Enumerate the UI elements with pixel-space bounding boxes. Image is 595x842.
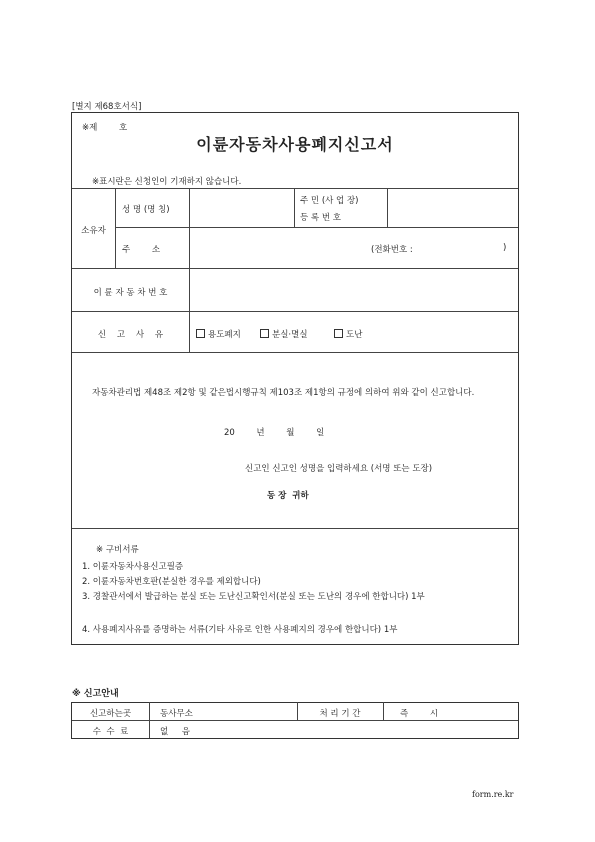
reason-option-disuse[interactable]: 용도폐지 — [196, 328, 241, 340]
document-item-1: 1. 이륜자동차사용신고필증 — [82, 562, 184, 572]
name-field[interactable] — [192, 192, 291, 224]
form-label: [별지 제68호서식] — [72, 102, 142, 112]
checkbox-icon[interactable] — [334, 329, 343, 338]
regno-label-line1: 주 민 (사 업 장) — [300, 196, 359, 206]
declaration-body: 자동차관리법 제48조 제2항 및 같은법시행규칙 제103조 제1항의 규정에 의하여 위와 같이 신고합니다. — [92, 388, 475, 398]
regno-label-line2: 등 록 번 호 — [300, 213, 341, 223]
vehicle-number-field[interactable] — [192, 272, 514, 308]
date-line: 20 년 월 일 — [224, 428, 325, 438]
document-item-4: 4. 사용폐지사유를 증명하는 서류(기타 사유로 인한 사용폐지의 경우에 한합니다) 1부 — [82, 625, 398, 635]
guide-fee-label: 수 수 료 — [92, 727, 129, 737]
guide-place-value: 동사무소 — [160, 709, 193, 719]
phone-label: (전화번호 : — [371, 245, 413, 255]
doc-number-label: ※제 호 — [82, 123, 128, 133]
reason-option-theft[interactable]: 도난 — [334, 328, 362, 340]
signer-line: 신고인 신고인 성명을 입력하세요 (서명 또는 도장) — [245, 464, 433, 474]
owner-section-label: 소유자 — [81, 226, 106, 236]
phone-close: ) — [503, 243, 507, 253]
guide-place-label: 신고하는곳 — [89, 709, 132, 719]
guide-heading: ※ 신고안내 — [72, 689, 119, 699]
documents-heading: ※ 구비서류 — [96, 545, 139, 555]
name-label: 성 명 (명 칭) — [122, 205, 170, 215]
guide-period-value: 즉 시 — [400, 709, 439, 719]
address-field[interactable] — [192, 231, 362, 265]
document-item-3: 3. 경찰관서에서 발급하는 분실 또는 도난신고확인서(분실 또는 도난의 경우에 한합니다) 1부 — [82, 592, 425, 602]
regno-field[interactable] — [390, 192, 514, 224]
reason-label: 신 고 사 유 — [97, 330, 164, 340]
vehicle-number-label: 이 륜 자 동 차 번 호 — [93, 288, 168, 298]
page-title: 이륜자동차사용폐지신고서 — [196, 135, 394, 154]
addressee: 동 장 귀하 — [267, 491, 309, 501]
address-label: 주 소 — [122, 245, 161, 255]
reason-option-lost[interactable]: 분실·멸실 — [260, 328, 308, 340]
document-item-2: 2. 이륜자동차번호판(분실한 경우를 제외합니다) — [82, 577, 261, 587]
guide-fee-value: 없 음 — [160, 727, 190, 737]
footer-source: form.re.kr — [472, 790, 514, 799]
checkbox-icon[interactable] — [260, 329, 269, 338]
note-text: ※표시란은 신청인이 기재하지 않습니다. — [92, 177, 242, 187]
checkbox-icon[interactable] — [196, 329, 205, 338]
guide-period-label: 처 리 기 간 — [319, 709, 361, 719]
